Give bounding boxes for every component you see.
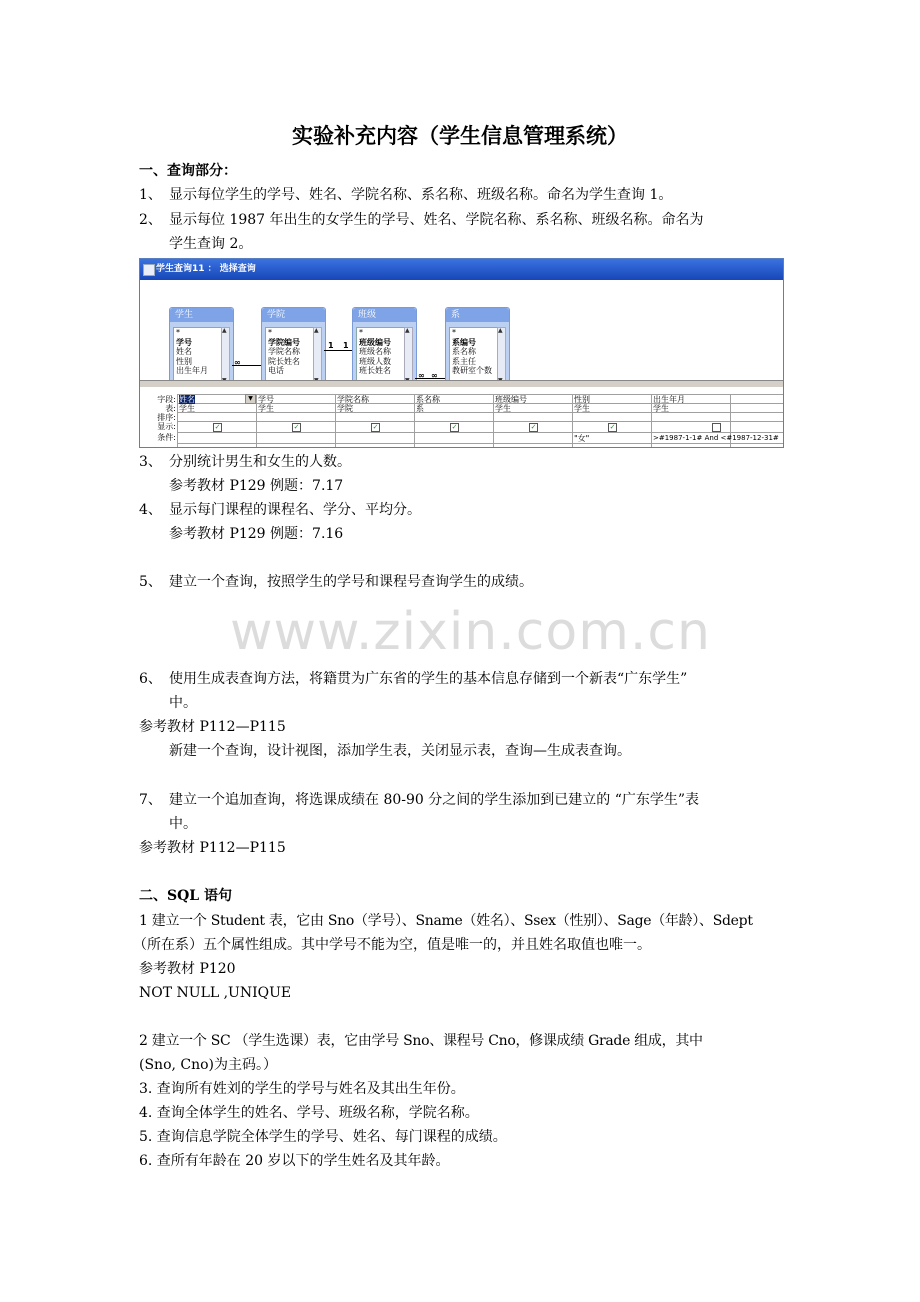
grid-field-cell[interactable]: 出生年月 xyxy=(653,395,685,404)
sql-code-hint: NOT NULL ,UNIQUE xyxy=(139,985,292,1001)
item-number: 1、 xyxy=(139,187,162,203)
query-item-3 xyxy=(139,451,351,473)
table-name: 学院 xyxy=(262,308,325,322)
item-text: 显示每门课程的课程名、学分、平均分。 xyxy=(169,502,421,518)
query-item-5 xyxy=(139,571,533,593)
query-item-6-cont: 中。 xyxy=(169,695,197,711)
scrollbar[interactable] xyxy=(221,327,230,384)
show-checkbox[interactable]: ✓ xyxy=(372,423,379,431)
sql-item-6: 6. 查所有年龄在 20 岁以下的学生姓名及其年龄。 xyxy=(139,1153,450,1169)
grid-table-cell[interactable]: 系 xyxy=(416,404,424,413)
relationship-many-label: ∞ xyxy=(431,371,438,380)
section2-heading: 二、SQL 语句 xyxy=(139,888,233,904)
field-list xyxy=(265,327,314,386)
grid-criteria-cell[interactable]: >#1987-1-1# And <#1987-12-31# xyxy=(653,434,779,442)
table-box-college[interactable] xyxy=(261,307,326,388)
table-box-class[interactable] xyxy=(352,307,417,388)
reference-text: 参考教材 P129 例题：7.17 xyxy=(169,478,344,494)
query-item-2 xyxy=(139,209,704,231)
show-checkbox[interactable]: ✓ xyxy=(530,423,537,431)
grid-line xyxy=(177,432,783,433)
query-window-titlebar xyxy=(140,259,783,280)
query-item-7 xyxy=(139,789,699,811)
item-text: 使用生成表查询方法，将籍贯为广东省的学生的基本信息存储到一个新表“广东学生” xyxy=(169,671,688,687)
field-item[interactable]: 系编号 xyxy=(452,337,476,347)
query-item-2-cont: 学生查询 2。 xyxy=(169,236,253,252)
grid-table-cell[interactable]: 学生 xyxy=(179,404,195,413)
query-window-title: 学生查询11 ： 选择查询 xyxy=(156,264,256,274)
query-item-6 xyxy=(139,668,687,690)
field-item[interactable]: 性别 xyxy=(176,356,192,366)
watermark: www.zixin.com.cn xyxy=(230,602,711,662)
field-item[interactable]: 姓名 xyxy=(176,347,192,356)
row-label-criteria: 条件: xyxy=(157,433,176,442)
grid-field-cell[interactable]: 班级编号 xyxy=(495,395,527,404)
field-item[interactable]: 系名称 xyxy=(452,347,476,356)
row-label-sort: 排序: xyxy=(157,413,176,422)
item-number: 2、 xyxy=(139,212,162,228)
sql-item-1-cont: （所在系）五个属性组成。其中学号不能为空，值是唯一的，并且姓名取值也唯一。 xyxy=(133,937,651,953)
item-number: 4、 xyxy=(139,502,162,518)
scrollbar[interactable] xyxy=(313,327,322,384)
reference-text: 参考教材 P112—P115 xyxy=(139,840,286,856)
field-item[interactable]: 学号 xyxy=(176,337,192,347)
table-name: 学生 xyxy=(170,308,233,322)
field-item[interactable]: 院长姓名 xyxy=(268,356,300,366)
sql-item-1: 1 建立一个 Student 表，它由 Sno（学号）、Sname（姓名）、Ssex（性别）、Sage（年龄）、Sdept xyxy=(139,913,753,929)
field-item[interactable]: 班长姓名 xyxy=(359,366,391,375)
table-name: 班级 xyxy=(353,308,416,322)
row-label-field: 字段: xyxy=(157,395,176,404)
query-item-1 xyxy=(139,184,672,206)
show-checkbox[interactable]: ✓ xyxy=(609,423,616,431)
page-title: 实验补充内容（学生信息管理系统） xyxy=(292,123,628,148)
sql-item-2: 2 建立一个 SC （学生选课）表，它由学号 Sno、课程号 Cno，修课成绩 Grade 组成，其中 xyxy=(139,1033,703,1049)
grid-col-line xyxy=(414,394,415,447)
field-item[interactable]: 班级编号 xyxy=(359,337,391,347)
item-text: 建立一个追加查询，将选课成绩在 80-90 分之间的学生添加到已建立的 “广东学生”表 xyxy=(169,792,700,808)
field-item[interactable]: 出生年月 xyxy=(176,366,208,375)
item-number: 3、 xyxy=(139,454,162,470)
grid-field-cell[interactable]: 性别 xyxy=(574,395,590,404)
grid-line xyxy=(177,443,783,444)
query-window-icon xyxy=(143,264,155,276)
item-text: 显示每位 1987 年出生的女学生的学号、姓名、学院名称、系名称、班级名称。命名为 xyxy=(169,212,704,228)
query-item-7-cont: 中。 xyxy=(169,816,197,832)
relationship-one-label: 1 xyxy=(328,341,334,350)
grid-criteria-cell[interactable]: "女" xyxy=(574,434,590,443)
sql-item-2-cont: (Sno, Cno)为主码。） xyxy=(139,1057,278,1073)
show-checkbox[interactable]: ✓ xyxy=(451,423,458,431)
grid-table-cell[interactable]: 学院 xyxy=(337,404,353,413)
grid-col-line xyxy=(572,394,573,447)
grid-col-line xyxy=(335,394,336,447)
table-pane xyxy=(140,280,783,380)
field-item[interactable]: * xyxy=(268,328,272,337)
relationship-many-label: ∞ xyxy=(418,371,425,380)
dropdown-arrow-icon[interactable]: ▼ xyxy=(245,394,256,404)
field-item[interactable]: 班级人数 xyxy=(359,356,391,366)
grid-field-cell[interactable]: 学号 xyxy=(258,395,274,404)
relationship-line xyxy=(324,350,352,351)
show-checkbox[interactable]: ✓ xyxy=(293,423,300,431)
field-item[interactable]: 学院编号 xyxy=(268,337,300,347)
show-checkbox[interactable]: ✓ xyxy=(214,423,221,431)
sql-item-5: 5. 查询信息学院全体学生的学号、姓名、每门课程的成绩。 xyxy=(139,1129,507,1145)
field-list xyxy=(356,327,405,386)
section1-heading: 一、查询部分： xyxy=(139,163,237,179)
field-item[interactable]: 电话 xyxy=(268,366,284,375)
grid-table-cell[interactable]: 学生 xyxy=(653,404,669,413)
row-label-table: 表: xyxy=(165,404,176,413)
field-item[interactable]: 教研室个数 xyxy=(452,366,492,375)
field-item[interactable]: 学院名称 xyxy=(268,347,300,356)
grid-field-cell[interactable]: 姓名 xyxy=(179,395,195,404)
table-name: 系 xyxy=(446,308,509,322)
table-box-department[interactable] xyxy=(445,307,510,388)
grid-table-cell[interactable]: 学生 xyxy=(574,404,590,413)
grid-col-line xyxy=(651,394,652,447)
reference-text: 参考教材 P129 例题：7.16 xyxy=(169,526,344,542)
item-text: 显示每位学生的学号、姓名、学院名称、系名称、班级名称。命名为学生查询 1。 xyxy=(169,187,673,203)
grid-table-cell[interactable]: 学生 xyxy=(258,404,274,413)
relationship-many-label: ∞ xyxy=(234,358,241,367)
query-item-4 xyxy=(139,499,421,521)
field-item[interactable]: * xyxy=(176,328,180,337)
item-text: 分别统计男生和女生的人数。 xyxy=(169,454,351,470)
row-label-show: 显示: xyxy=(157,422,176,431)
grid-field-cell[interactable]: 学院名称 xyxy=(337,395,369,404)
reference-text: 参考教材 P112—P115 xyxy=(139,719,286,735)
grid-col-line xyxy=(493,394,494,447)
relationship-one-label: 1 xyxy=(343,341,349,350)
grid-col-line xyxy=(256,394,257,447)
field-list xyxy=(449,327,498,386)
item-number: 5、 xyxy=(139,574,162,590)
grid-table-cell[interactable]: 学生 xyxy=(495,404,511,413)
sql-item-3: 3. 查询所有姓刘的学生的学号与姓名及其出生年份。 xyxy=(139,1081,465,1097)
field-item[interactable]: * xyxy=(359,328,363,337)
field-item[interactable]: * xyxy=(452,328,456,337)
scrollbar[interactable] xyxy=(497,327,506,384)
field-item[interactable]: 系主任 xyxy=(452,356,476,366)
sql-item-4: 4. 查询全体学生的姓名、学号、班级名称，学院名称。 xyxy=(139,1105,479,1121)
scrollbar[interactable] xyxy=(404,327,413,384)
field-item[interactable]: 班级名称 xyxy=(359,347,391,356)
show-checkbox[interactable] xyxy=(712,423,721,432)
grid-line xyxy=(177,421,783,422)
query-design-grid xyxy=(140,387,783,447)
grid-col-line xyxy=(177,394,178,447)
reference-text: 参考教材 P120 xyxy=(139,961,236,977)
query-design-window xyxy=(139,258,784,448)
item-text: 建立一个查询，按照学生的学号和课程号查询学生的成绩。 xyxy=(169,574,533,590)
item-number: 7、 xyxy=(139,792,162,808)
instruction-note: 新建一个查询，设计视图，添加学生表，关闭显示表，查询—生成表查询。 xyxy=(169,743,631,759)
item-number: 6、 xyxy=(139,671,162,687)
field-list xyxy=(173,327,222,386)
table-box-student[interactable] xyxy=(169,307,234,388)
grid-field-cell[interactable]: 系名称 xyxy=(416,395,440,404)
